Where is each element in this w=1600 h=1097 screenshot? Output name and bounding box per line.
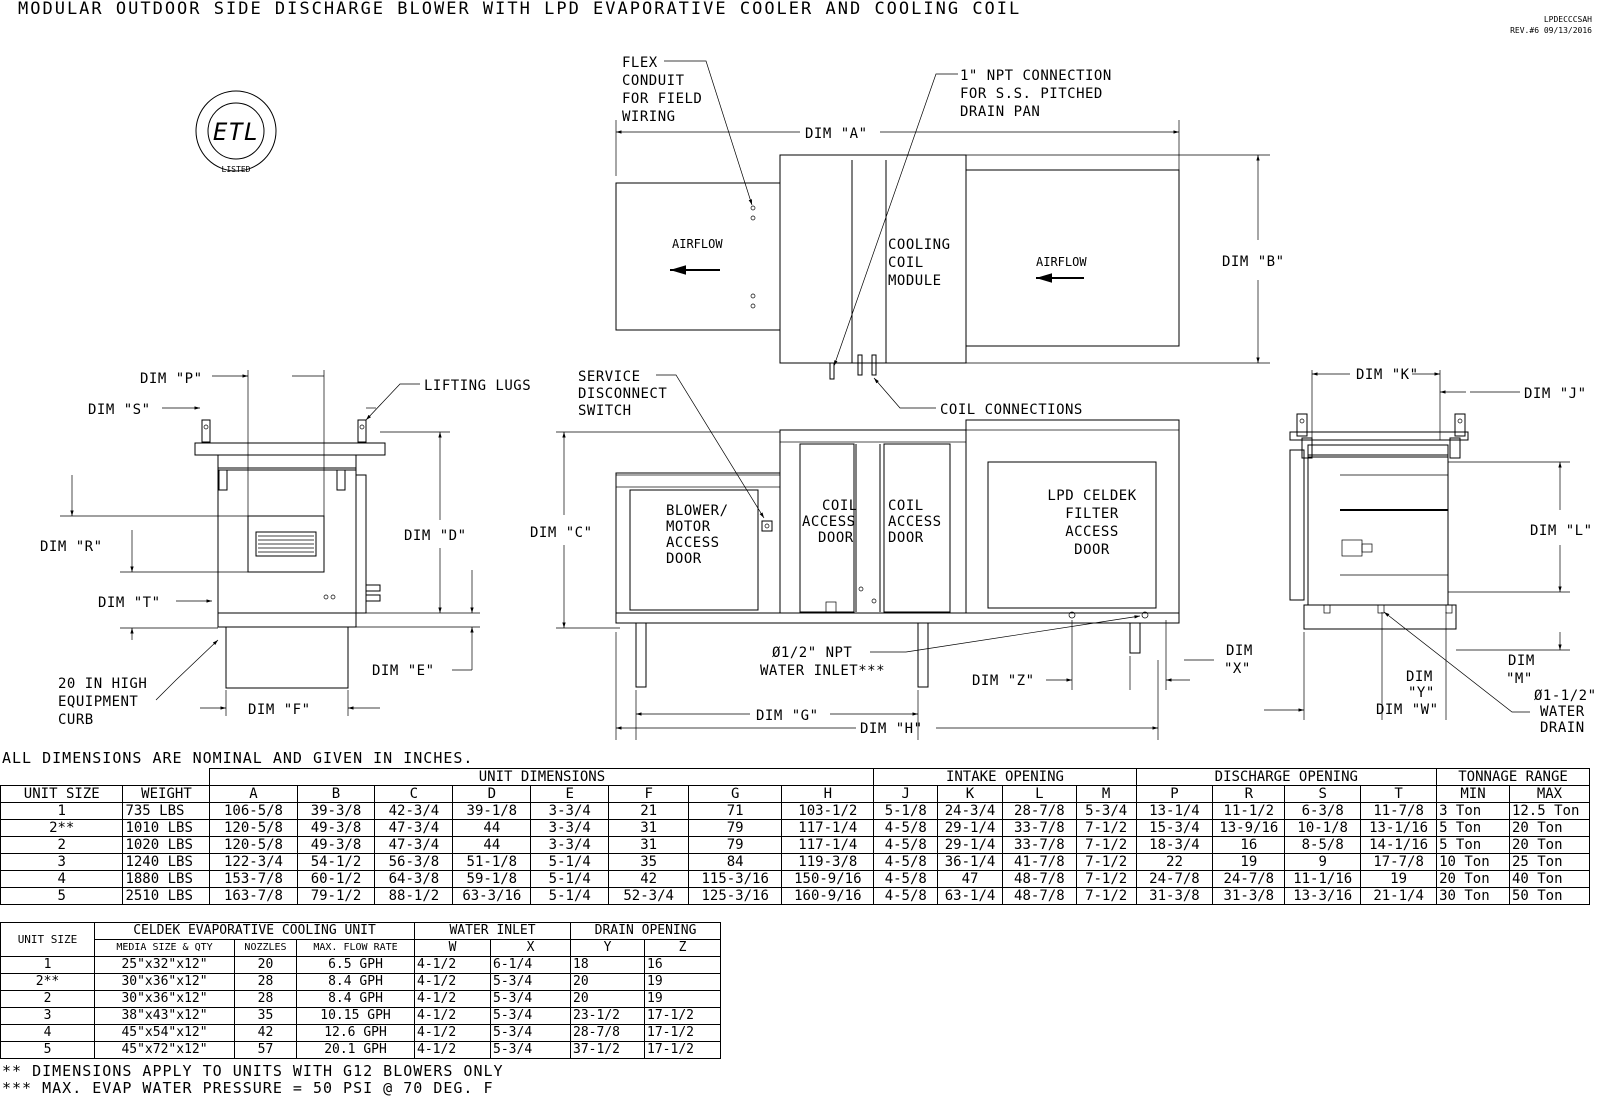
table-cell: 5-3/4 <box>491 974 571 991</box>
logo-ring-text: LISTED <box>221 165 251 174</box>
group-discharge-opening: DISCHARGE OPENING <box>1136 769 1437 786</box>
table-cell: 17-7/8 <box>1361 854 1437 871</box>
table-cell: 8.4 GPH <box>297 974 415 991</box>
table-cell: 17-1/2 <box>645 1025 721 1042</box>
table-cell: 79 <box>689 820 782 837</box>
table-cell: 13-1/4 <box>1136 803 1213 820</box>
table-cell: 1880 LBS <box>123 871 210 888</box>
table-cell: 4-1/2 <box>415 1008 491 1025</box>
table-cell: 3-3/4 <box>531 820 609 837</box>
table-cell: 7-1/2 <box>1076 837 1136 854</box>
table-row <box>1 957 721 974</box>
table1-col-header: G <box>689 786 782 803</box>
table-cell: 57 <box>235 1042 297 1059</box>
table1-col-header: WEIGHT <box>123 786 210 803</box>
table-cell: 8.4 GPH <box>297 991 415 1008</box>
table-cell: 44 <box>453 820 531 837</box>
table-cell: 5-1/4 <box>531 854 609 871</box>
coil-door-right-label-3: DOOR <box>888 530 924 546</box>
table-cell: 10-1/8 <box>1285 820 1361 837</box>
table-cell: 1 <box>1 803 123 820</box>
table-cell: 5-3/4 <box>491 991 571 1008</box>
table-cell: 37-1/2 <box>571 1042 645 1059</box>
table-cell: 33-7/8 <box>1002 837 1076 854</box>
npt-label-3: DRAIN PAN <box>960 104 1041 120</box>
cooling-coil-label-2: COIL <box>888 255 924 271</box>
table-cell: 735 LBS <box>123 803 210 820</box>
cooling-coil-label-3: MODULE <box>888 273 942 289</box>
table-cell: 5-3/4 <box>491 1008 571 1025</box>
table-cell: 45"x54"x12" <box>95 1025 235 1042</box>
table-cell: 160-9/16 <box>782 888 874 905</box>
dim-p-label: DIM "P" <box>140 371 203 387</box>
table1-col-header: J <box>874 786 938 803</box>
note-nominal: ALL DIMENSIONS ARE NOMINAL AND GIVEN IN INCHES. <box>2 749 474 767</box>
table-cell: 63-1/4 <box>938 888 1003 905</box>
table-cell: 5-3/4 <box>491 1025 571 1042</box>
blower-door-label-4: DOOR <box>666 551 702 567</box>
table-cell: 11-1/2 <box>1213 803 1285 820</box>
end-view-right <box>1264 367 1597 736</box>
table-cell: 48-7/8 <box>1002 888 1076 905</box>
table-cell: 18 <box>571 957 645 974</box>
table1-col-header: D <box>453 786 531 803</box>
table-cell: 9 <box>1285 854 1361 871</box>
table-cell: 150-9/16 <box>782 871 874 888</box>
table-cell: 2 <box>1 991 95 1008</box>
table-cell: 10 Ton <box>1437 854 1510 871</box>
table-cell: 44 <box>453 837 531 854</box>
table-cell: 19 <box>1361 871 1437 888</box>
table-cell: 17-1/2 <box>645 1042 721 1059</box>
table-cell: 30"x36"x12" <box>95 974 235 991</box>
table1-col-header: MIN <box>1437 786 1510 803</box>
table-cell: 13-1/16 <box>1361 820 1437 837</box>
table-cell: 4-5/8 <box>874 820 938 837</box>
flex-conduit-label-3: FOR FIELD <box>622 91 703 107</box>
table-cell: 5 Ton <box>1437 837 1510 854</box>
table2-col-header: X <box>491 940 571 957</box>
table-cell: 36-1/4 <box>938 854 1003 871</box>
table2-col-header: Z <box>645 940 721 957</box>
service-disconnect-label-3: SWITCH <box>578 403 632 419</box>
dim-f-label: DIM "F" <box>248 702 311 718</box>
table-cell: 49-3/8 <box>297 837 375 854</box>
table-cell: 5-1/8 <box>874 803 938 820</box>
table-cell: 33-7/8 <box>1002 820 1076 837</box>
table-cell: 48-7/8 <box>1002 871 1076 888</box>
etl-listed-logo <box>196 91 276 174</box>
celdek-door-label-3: ACCESS <box>1065 524 1119 540</box>
table-row <box>1 974 721 991</box>
airflow-label-right: AIRFLOW <box>1036 255 1087 269</box>
table-cell: 40 Ton <box>1509 871 1589 888</box>
table-cell: 4-5/8 <box>874 854 938 871</box>
table1-col-header: B <box>297 786 375 803</box>
table-cell: 54-1/2 <box>297 854 375 871</box>
table2-col-header: Y <box>571 940 645 957</box>
dim-a-label: DIM "A" <box>805 126 868 142</box>
table-cell: 38"x43"x12" <box>95 1008 235 1025</box>
table1-col-header: M <box>1076 786 1136 803</box>
table-row <box>1 1008 721 1025</box>
table-cell: 4 <box>1 1025 95 1042</box>
table-cell: 71 <box>689 803 782 820</box>
coil-door-left-label-2: ACCESS <box>802 514 856 530</box>
table-cell: 31 <box>609 820 689 837</box>
table2-col-header: MEDIA SIZE & QTY <box>95 940 235 957</box>
table-cell: 5-1/4 <box>531 888 609 905</box>
table1-col-header: R <box>1213 786 1285 803</box>
table-cell: 25"x32"x12" <box>95 957 235 974</box>
table1-col-header: T <box>1361 786 1437 803</box>
group-tonnage-range: TONNAGE RANGE <box>1437 769 1590 786</box>
table-cell: 17-1/2 <box>645 1008 721 1025</box>
npt-label-2: FOR S.S. PITCHED <box>960 86 1103 102</box>
table-cell: 4-5/8 <box>874 837 938 854</box>
table-cell: 60-1/2 <box>297 871 375 888</box>
logo-text: ETL <box>212 118 260 146</box>
dim-y-label-2: "Y" <box>1408 685 1435 701</box>
group-intake-opening: INTAKE OPENING <box>874 769 1136 786</box>
table-cell: 16 <box>1213 837 1285 854</box>
table-cell: 41-7/8 <box>1002 854 1076 871</box>
dim-j-label: DIM "J" <box>1524 386 1587 402</box>
table-cell: 7-1/2 <box>1076 871 1136 888</box>
flex-conduit-label-2: CONDUIT <box>622 73 685 89</box>
coil-door-right-label-1: COIL <box>888 498 924 514</box>
table1-col-header: H <box>782 786 874 803</box>
table-cell: 117-1/4 <box>782 820 874 837</box>
table-cell: 47-3/4 <box>375 837 453 854</box>
table-cell: 120-5/8 <box>210 837 297 854</box>
table-cell: 14-1/16 <box>1361 837 1437 854</box>
table1-col-header: A <box>210 786 297 803</box>
table-cell: 19 <box>645 991 721 1008</box>
table1-col-header: K <box>938 786 1003 803</box>
end-view-left <box>40 370 531 728</box>
table-cell: 4-5/8 <box>874 888 938 905</box>
dim-h-label: DIM "H" <box>860 721 923 737</box>
water-drain-label-1: Ø1-1/2" <box>1534 688 1597 704</box>
table-cell: 64-3/8 <box>375 871 453 888</box>
table-cell: 24-3/4 <box>938 803 1003 820</box>
table-row <box>1 871 1590 888</box>
table-cell: 35 <box>609 854 689 871</box>
coil-door-left-label-1: COIL <box>822 498 858 514</box>
water-inlet-label-1: Ø1/2" NPT <box>772 645 853 661</box>
table-cell: 28-7/8 <box>571 1025 645 1042</box>
table-cell: 39-3/8 <box>297 803 375 820</box>
curb-label-3: CURB <box>58 712 94 728</box>
table-row <box>1 820 1590 837</box>
table-cell: 30 Ton <box>1437 888 1510 905</box>
dim-g-label: DIM "G" <box>756 708 819 724</box>
table-cell: 20 Ton <box>1437 871 1510 888</box>
table-cell: 13-9/16 <box>1213 820 1285 837</box>
airflow-label-left: AIRFLOW <box>672 237 723 251</box>
table-cell: 31-3/8 <box>1136 888 1213 905</box>
dim-l-label: DIM "L" <box>1530 523 1593 539</box>
npt-label-1: 1" NPT CONNECTION <box>960 68 1112 84</box>
table-cell: 5-1/4 <box>531 871 609 888</box>
table-cell: 21 <box>609 803 689 820</box>
table-cell: 119-3/8 <box>782 854 874 871</box>
celdek-door-label-4: DOOR <box>1074 542 1110 558</box>
table-cell: 56-3/8 <box>375 854 453 871</box>
dim-r-label: DIM "R" <box>40 539 103 555</box>
table-cell: 88-1/2 <box>375 888 453 905</box>
table-cell: 20 Ton <box>1509 837 1589 854</box>
table-cell: 47 <box>938 871 1003 888</box>
table-cell: 49-3/8 <box>297 820 375 837</box>
flex-conduit-label-4: WIRING <box>622 109 676 125</box>
table-cell: 5 <box>1 888 123 905</box>
table1-col-header: P <box>1136 786 1213 803</box>
top-view <box>616 55 1285 418</box>
table1-col-header: UNIT SIZE <box>1 786 123 803</box>
table-cell: 23-1/2 <box>571 1008 645 1025</box>
blower-door-label-1: BLOWER/ <box>666 503 729 519</box>
revision: REV.#6 09/13/2016 <box>1510 26 1592 35</box>
table-cell: 4 <box>1 871 123 888</box>
table-cell: 5 Ton <box>1437 820 1510 837</box>
table-cell: 1 <box>1 957 95 974</box>
table-cell: 19 <box>1213 854 1285 871</box>
dim-x-label-2: "X" <box>1224 661 1251 677</box>
table-cell: 31 <box>609 837 689 854</box>
table-cell: 2 <box>1 837 123 854</box>
group-unit-dimensions: UNIT DIMENSIONS <box>210 769 874 786</box>
table-cell: 3 Ton <box>1437 803 1510 820</box>
table-row <box>1 1025 721 1042</box>
table-cell: 31-3/8 <box>1213 888 1285 905</box>
table-cell: 3 <box>1 854 123 871</box>
table2-col-header: NOZZLES <box>235 940 297 957</box>
table-cell: 79-1/2 <box>297 888 375 905</box>
dim-c-label: DIM "C" <box>530 525 593 541</box>
celdek-door-label-2: FILTER <box>1065 506 1119 522</box>
table-cell: 4-1/2 <box>415 957 491 974</box>
table-cell: 7-1/2 <box>1076 854 1136 871</box>
table-cell: 79 <box>689 837 782 854</box>
coil-door-left-label-3: DOOR <box>818 530 854 546</box>
table-cell: 6-3/8 <box>1285 803 1361 820</box>
table-cell: 3 <box>1 1008 95 1025</box>
table-cell: 117-1/4 <box>782 837 874 854</box>
table-cell: 4-1/2 <box>415 1025 491 1042</box>
table-cell: 28 <box>235 974 297 991</box>
blower-door-label-2: MOTOR <box>666 519 711 535</box>
water-drain-label-2: WATER <box>1540 704 1585 720</box>
unit-dimensions-table <box>0 768 1590 905</box>
table1-header-row <box>1 786 1590 803</box>
table-cell: 30"x36"x12" <box>95 991 235 1008</box>
table-cell: 50 Ton <box>1509 888 1589 905</box>
dim-s-label: DIM "S" <box>88 402 151 418</box>
table-cell: 8-5/8 <box>1285 837 1361 854</box>
table-cell: 11-1/16 <box>1285 871 1361 888</box>
table-cell: 25 Ton <box>1509 854 1589 871</box>
unit-size-header: UNIT SIZE <box>1 923 95 957</box>
table-cell: 28-7/8 <box>1002 803 1076 820</box>
dim-x-label-1: DIM <box>1226 643 1253 659</box>
table-cell: 2** <box>1 974 95 991</box>
table1-col-header: MAX <box>1509 786 1589 803</box>
table-cell: 122-3/4 <box>210 854 297 871</box>
table-cell: 5-3/4 <box>491 1042 571 1059</box>
dim-y-label-1: DIM <box>1406 669 1433 685</box>
group-drain-opening: DRAIN OPENING <box>571 923 721 940</box>
service-disconnect-label-2: DISCONNECT <box>578 386 668 402</box>
table-cell: 45"x72"x12" <box>95 1042 235 1059</box>
table-cell: 51-1/8 <box>453 854 531 871</box>
table-cell: 125-3/16 <box>689 888 782 905</box>
table-cell: 4-1/2 <box>415 1042 491 1059</box>
table-cell: 42 <box>235 1025 297 1042</box>
table-cell: 20 <box>235 957 297 974</box>
coil-door-right-label-2: ACCESS <box>888 514 942 530</box>
flex-conduit-label-1: FLEX <box>622 55 658 71</box>
dim-m-label-1: DIM <box>1508 653 1535 669</box>
table-cell: 115-3/16 <box>689 871 782 888</box>
table-cell: 12.6 GPH <box>297 1025 415 1042</box>
dim-k-label: DIM "K" <box>1356 367 1419 383</box>
table-cell: 39-1/8 <box>453 803 531 820</box>
table-row <box>1 991 721 1008</box>
table-cell: 29-1/4 <box>938 820 1003 837</box>
table1-col-header: C <box>375 786 453 803</box>
table-cell: 4-1/2 <box>415 974 491 991</box>
table1-col-header: S <box>1285 786 1361 803</box>
table-cell: 2** <box>1 820 123 837</box>
table-cell: 28 <box>235 991 297 1008</box>
table-cell: 1240 LBS <box>123 854 210 871</box>
table1-col-header: E <box>531 786 609 803</box>
table-cell: 5-3/4 <box>1076 803 1136 820</box>
cooling-coil-label-1: COOLING <box>888 237 951 253</box>
table-cell: 4-5/8 <box>874 871 938 888</box>
curb-label-2: EQUIPMENT <box>58 694 139 710</box>
table-cell: 2510 LBS <box>123 888 210 905</box>
water-inlet-label-2: WATER INLET*** <box>760 663 886 679</box>
table-cell: 3-3/4 <box>531 803 609 820</box>
table-cell: 22 <box>1136 854 1213 871</box>
table-cell: 103-1/2 <box>782 803 874 820</box>
table-row <box>1 837 1590 854</box>
table-cell: 10.15 GPH <box>297 1008 415 1025</box>
drawing-number: LPDECCCSAH <box>1543 15 1592 24</box>
dim-t-label: DIM "T" <box>98 595 161 611</box>
table-cell: 12.5 Ton <box>1509 803 1589 820</box>
table-cell: 6-1/4 <box>491 957 571 974</box>
table-cell: 20 <box>571 974 645 991</box>
group-water-inlet: WATER INLET <box>415 923 571 940</box>
table-cell: 19 <box>645 974 721 991</box>
table2-col-header: W <box>415 940 491 957</box>
table-cell: 42-3/4 <box>375 803 453 820</box>
table-row <box>1 803 1590 820</box>
dim-e-label: DIM "E" <box>372 663 435 679</box>
evaporative-cooling-table <box>0 922 721 1059</box>
table-cell: 3-3/4 <box>531 837 609 854</box>
table1-col-header: F <box>609 786 689 803</box>
table-cell: 7-1/2 <box>1076 820 1136 837</box>
table-cell: 24-7/8 <box>1136 871 1213 888</box>
table-cell: 11-7/8 <box>1361 803 1437 820</box>
table-cell: 42 <box>609 871 689 888</box>
lifting-lugs-label: LIFTING LUGS <box>424 378 532 394</box>
table-cell: 1010 LBS <box>123 820 210 837</box>
table-cell: 20 <box>571 991 645 1008</box>
table-row <box>1 888 1590 905</box>
table-cell: 35 <box>235 1008 297 1025</box>
table-cell: 20.1 GPH <box>297 1042 415 1059</box>
table-cell: 47-3/4 <box>375 820 453 837</box>
table2-col-header: MAX. FLOW RATE <box>297 940 415 957</box>
dim-z-label: DIM "Z" <box>972 673 1035 689</box>
table-cell: 84 <box>689 854 782 871</box>
side-view <box>530 369 1253 740</box>
note-pressure: *** MAX. EVAP WATER PRESSURE = 50 PSI @ 70 DEG. F <box>2 1079 494 1097</box>
curb-label-1: 20 IN HIGH <box>58 676 148 692</box>
table-cell: 5 <box>1 1042 95 1059</box>
table-cell: 21-1/4 <box>1361 888 1437 905</box>
table-cell: 120-5/8 <box>210 820 297 837</box>
table2-header-row <box>1 940 721 957</box>
table-cell: 6.5 GPH <box>297 957 415 974</box>
table-cell: 153-7/8 <box>210 871 297 888</box>
table-cell: 52-3/4 <box>609 888 689 905</box>
table-row <box>1 854 1590 871</box>
table-cell: 24-7/8 <box>1213 871 1285 888</box>
celdek-door-label-1: LPD CELDEK <box>1047 488 1137 504</box>
table-cell: 106-5/8 <box>210 803 297 820</box>
table-cell: 59-1/8 <box>453 871 531 888</box>
table-cell: 13-3/16 <box>1285 888 1361 905</box>
table1-col-header: L <box>1002 786 1076 803</box>
table-row <box>1 1042 721 1059</box>
blower-door-label-3: ACCESS <box>666 535 720 551</box>
service-disconnect-label-1: SERVICE <box>578 369 641 385</box>
dim-w-label: DIM "W" <box>1376 702 1439 718</box>
table-cell: 7-1/2 <box>1076 888 1136 905</box>
coil-connections-label: COIL CONNECTIONS <box>940 402 1083 418</box>
water-drain-label-3: DRAIN <box>1540 720 1585 736</box>
table-cell: 163-7/8 <box>210 888 297 905</box>
table-cell: 20 Ton <box>1509 820 1589 837</box>
dim-b-label: DIM "B" <box>1222 254 1285 270</box>
table-cell: 4-1/2 <box>415 991 491 1008</box>
dim-d-label: DIM "D" <box>404 528 467 544</box>
table-cell: 29-1/4 <box>938 837 1003 854</box>
note-g12: ** DIMENSIONS APPLY TO UNITS WITH G12 BLOWERS ONLY <box>2 1062 504 1080</box>
table-cell: 15-3/4 <box>1136 820 1213 837</box>
table-cell: 18-3/4 <box>1136 837 1213 854</box>
table-cell: 1020 LBS <box>123 837 210 854</box>
drawing-title: MODULAR OUTDOOR SIDE DISCHARGE BLOWER WITH LPD EVAPORATIVE COOLER AND COOLING COIL <box>18 0 1022 19</box>
table-cell: 16 <box>645 957 721 974</box>
dim-m-label-2: "M" <box>1506 671 1533 687</box>
table-cell: 63-3/16 <box>453 888 531 905</box>
group-celdek: CELDEK EVAPORATIVE COOLING UNIT <box>95 923 415 940</box>
